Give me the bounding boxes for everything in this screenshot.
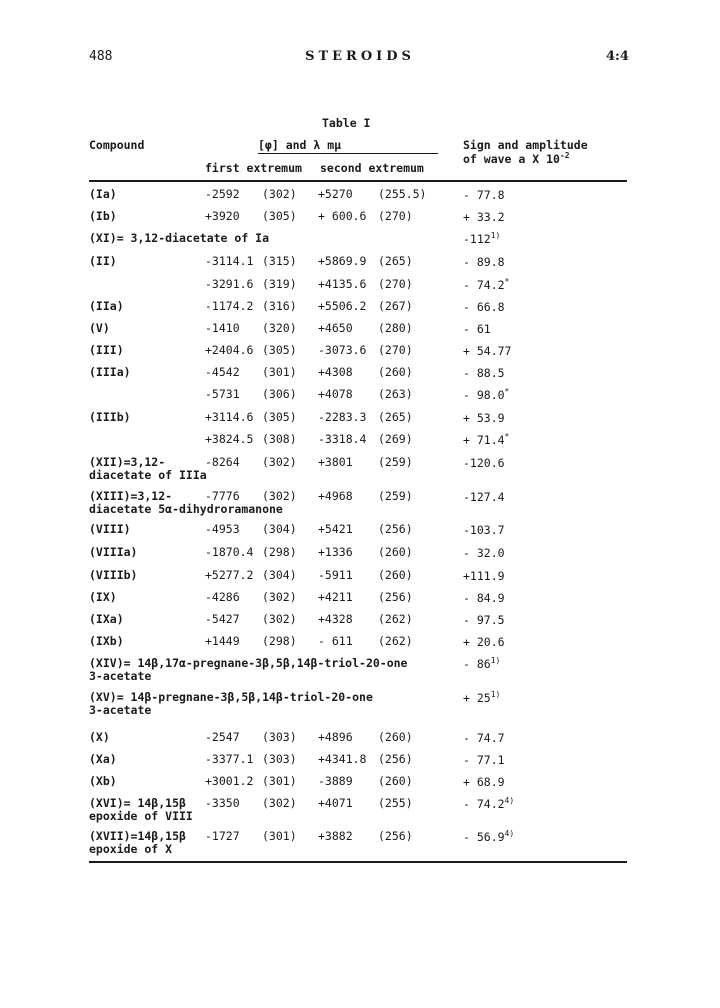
table-row xyxy=(0,774,720,796)
sign-amplitude-value: -120.6 xyxy=(463,456,505,470)
first-extremum-wavelength: (304) xyxy=(262,568,297,582)
sign-amplitude-cell xyxy=(463,209,505,224)
first-extremum-value: -8264 xyxy=(205,455,240,469)
compound-cell: (XIII)=3,12- xyxy=(89,489,173,503)
first-extremum-wavelength: (302) xyxy=(262,590,297,604)
table-row xyxy=(0,752,720,774)
sign-amplitude-value: + 25 xyxy=(463,691,491,705)
compound-cell: (XV)= 14β-pregnane-3β,5β,14β-triol-20-one xyxy=(89,690,373,704)
second-extremum-wavelength: (262) xyxy=(378,612,413,626)
compound-cell: (IXb) xyxy=(89,634,124,648)
first-extremum-value: -1174.2 xyxy=(205,299,254,313)
sign-amplitude-cell xyxy=(463,829,514,844)
sign-amplitude-value: + 20.6 xyxy=(463,635,505,649)
second-extremum-wavelength: (267) xyxy=(378,299,413,313)
bottom-rule xyxy=(89,861,627,863)
second-extremum-value: +4135.6 xyxy=(318,277,367,291)
sign-amplitude-value: + 71.4 xyxy=(463,433,505,447)
compound-cell: (X) xyxy=(89,730,110,744)
second-extremum-wavelength: (255.5) xyxy=(378,187,427,201)
sign-amplitude-value: - 89.8 xyxy=(463,255,505,269)
second-extremum-wavelength: (260) xyxy=(378,568,413,582)
compound-cell: (XVII)=14β,15β xyxy=(89,829,186,843)
footnote-marker: 4) xyxy=(504,829,515,838)
sign-amplitude-cell xyxy=(463,231,500,246)
sign-amplitude-value: - 56.9 xyxy=(463,830,505,844)
second-extremum-wavelength: (280) xyxy=(378,321,413,335)
first-extremum-wavelength: (305) xyxy=(262,209,297,223)
first-extremum-wavelength: (302) xyxy=(262,796,297,810)
sign-amplitude-value: -112 xyxy=(463,232,491,246)
compound-cell: (Xb) xyxy=(89,774,117,788)
sign-amplitude-value: +111.9 xyxy=(463,569,505,583)
second-extremum-value: +4078 xyxy=(318,387,353,401)
footnote-marker: 1) xyxy=(490,690,501,699)
second-extremum-value: +4328 xyxy=(318,612,353,626)
sign-amplitude-value: - 97.5 xyxy=(463,613,505,627)
sign-amplitude-value: + 33.2 xyxy=(463,210,505,224)
first-extremum-wavelength: (301) xyxy=(262,365,297,379)
second-extremum-value: +4896 xyxy=(318,730,353,744)
compound-cell: (Ia) xyxy=(89,187,117,201)
table-row xyxy=(0,634,720,656)
second-extremum-wavelength: (269) xyxy=(378,432,413,446)
first-extremum-value: +3001.2 xyxy=(205,774,254,788)
first-extremum-value: -1727 xyxy=(205,829,240,843)
sign-amplitude-value: + 68.9 xyxy=(463,775,505,789)
table-row xyxy=(0,321,720,343)
second-extremum-value: +5869.9 xyxy=(318,254,367,268)
sign-amplitude-cell xyxy=(463,432,509,447)
table-row xyxy=(0,365,720,387)
section-number: 4:4 xyxy=(606,49,629,64)
first-extremum-value: -4953 xyxy=(205,522,240,536)
first-extremum-value: -1870.4 xyxy=(205,545,254,559)
compound-cell: (IXa) xyxy=(89,612,124,626)
second-extremum-value: +4341.8 xyxy=(318,752,367,766)
compound-cell: (V) xyxy=(89,321,110,335)
table-row xyxy=(0,656,720,683)
second-extremum-value: + 600.6 xyxy=(318,209,367,223)
first-extremum-wavelength: (320) xyxy=(262,321,297,335)
table-title: Table I xyxy=(322,116,371,130)
second-extremum-value: +4650 xyxy=(318,321,353,335)
col-header-sign-line2: of wave a X $10^{-2}$ xyxy=(463,151,570,166)
second-extremum-value: +3882 xyxy=(318,829,353,843)
table-row xyxy=(0,231,720,253)
second-extremum-value: - 611 xyxy=(318,634,353,648)
second-extremum-wavelength: (256) xyxy=(378,522,413,536)
first-extremum-wavelength: (305) xyxy=(262,410,297,424)
first-extremum-value: +2404.6 xyxy=(205,343,254,357)
sign-amplitude-cell xyxy=(463,187,505,202)
first-extremum-wavelength: (302) xyxy=(262,455,297,469)
compound-cell-line2: 3-acetate xyxy=(89,669,152,683)
table-row xyxy=(0,299,720,321)
page-number: 488 xyxy=(89,49,113,64)
first-extremum-value: +3920 xyxy=(205,209,240,223)
second-extremum-wavelength: (270) xyxy=(378,277,413,291)
second-extremum-wavelength: (255) xyxy=(378,796,413,810)
footnote-marker: 1) xyxy=(490,231,501,240)
col-header-first: first extremum xyxy=(205,161,302,175)
second-extremum-value: -2283.3 xyxy=(318,410,367,424)
first-extremum-value: -3377.1 xyxy=(205,752,254,766)
compound-cell: (IX) xyxy=(89,590,117,604)
second-extremum-wavelength: (265) xyxy=(378,410,413,424)
second-extremum-wavelength: (270) xyxy=(378,209,413,223)
sign-amplitude-value: - 74.7 xyxy=(463,731,505,745)
second-extremum-wavelength: (256) xyxy=(378,829,413,843)
compound-cell: (Ib) xyxy=(89,209,117,223)
second-extremum-value: -3889 xyxy=(318,774,353,788)
first-extremum-wavelength: (308) xyxy=(262,432,297,446)
first-extremum-value: -5427 xyxy=(205,612,240,626)
footnote-marker: 1) xyxy=(490,656,501,665)
table-row xyxy=(0,187,720,209)
sign-amplitude-value: -127.4 xyxy=(463,490,505,504)
sign-amplitude-value: - 98.0 xyxy=(463,388,505,402)
first-extremum-value: +3824.5 xyxy=(205,432,254,446)
table-row xyxy=(0,730,720,752)
sign-amplitude-value: + 53.9 xyxy=(463,411,505,425)
sign-amplitude-value: - 86 xyxy=(463,657,491,671)
compound-cell: (IIa) xyxy=(89,299,124,313)
second-extremum-wavelength: (259) xyxy=(378,455,413,469)
second-extremum-value: +5270 xyxy=(318,187,353,201)
sign-amplitude-cell xyxy=(463,365,505,380)
first-extremum-wavelength: (304) xyxy=(262,522,297,536)
compound-cell: (XII)=3,12- xyxy=(89,455,166,469)
first-extremum-value: -3291.6 xyxy=(205,277,254,291)
compound-cell: (VIII) xyxy=(89,522,131,536)
compound-cell: (XIV)= 14β,17α-pregnane-3β,5β,14β-triol-20-one xyxy=(89,656,408,670)
running-title: STEROIDS xyxy=(305,49,415,64)
first-extremum-value: -5731 xyxy=(205,387,240,401)
first-extremum-wavelength: (305) xyxy=(262,343,297,357)
sign-amplitude-cell xyxy=(463,656,500,671)
first-extremum-wavelength: (315) xyxy=(262,254,297,268)
first-extremum-wavelength: (298) xyxy=(262,545,297,559)
sign-amplitude-cell xyxy=(463,254,505,269)
compound-cell-line2: diacetate 5α-dihydroramanone xyxy=(89,502,283,516)
table-row xyxy=(0,387,720,409)
compound-cell: (VIIIb) xyxy=(89,568,138,582)
second-extremum-value: -3318.4 xyxy=(318,432,367,446)
sign-amplitude-cell xyxy=(463,634,505,649)
col-header-sign: Sign and amplitude xyxy=(463,138,588,152)
col-header-phi: [φ] and λ mμ xyxy=(258,138,342,152)
first-extremum-value: +3114.6 xyxy=(205,410,254,424)
sign-amplitude-cell xyxy=(463,321,491,336)
first-extremum-value: -7776 xyxy=(205,489,240,503)
compound-cell-line2: epoxide of X xyxy=(89,842,173,856)
first-extremum-wavelength: (302) xyxy=(262,612,297,626)
table-row xyxy=(0,522,720,544)
first-extremum-wavelength: (303) xyxy=(262,730,297,744)
compound-cell: (II) xyxy=(89,254,117,268)
second-extremum-wavelength: (265) xyxy=(378,254,413,268)
sign-amplitude-cell xyxy=(463,796,514,811)
first-extremum-wavelength: (316) xyxy=(262,299,297,313)
second-extremum-value: +4308 xyxy=(318,365,353,379)
sign-amplitude-cell xyxy=(463,690,500,705)
first-extremum-wavelength: (319) xyxy=(262,277,297,291)
first-extremum-value: -1410 xyxy=(205,321,240,335)
first-extremum-value: +1449 xyxy=(205,634,240,648)
first-extremum-value: -2592 xyxy=(205,187,240,201)
second-extremum-wavelength: (260) xyxy=(378,365,413,379)
first-extremum-wavelength: (301) xyxy=(262,829,297,843)
sign-amplitude-cell xyxy=(463,545,505,560)
table-row xyxy=(0,612,720,634)
first-extremum-value: -4542 xyxy=(205,365,240,379)
header-rule xyxy=(89,180,627,182)
sign-amplitude-cell xyxy=(463,774,505,789)
sign-amplitude-cell xyxy=(463,410,505,425)
table-row xyxy=(0,209,720,231)
second-extremum-value: +3801 xyxy=(318,455,353,469)
compound-cell: (XVI)= 14β,15β xyxy=(89,796,186,810)
first-extremum-wavelength: (301) xyxy=(262,774,297,788)
sign-amplitude-value: - 88.5 xyxy=(463,366,505,380)
compound-cell: (VIIIa) xyxy=(89,545,138,559)
first-extremum-value: -2547 xyxy=(205,730,240,744)
compound-cell-line2: diacetate of IIIa xyxy=(89,468,207,482)
table-row xyxy=(0,829,720,856)
sign-amplitude-value: + 54.77 xyxy=(463,344,512,358)
sign-amplitude-cell xyxy=(463,387,509,402)
table-row xyxy=(0,568,720,590)
sign-amplitude-cell xyxy=(463,489,505,504)
compound-cell-line2: 3-acetate xyxy=(89,703,152,717)
sign-amplitude-cell xyxy=(463,612,505,627)
sign-amplitude-cell xyxy=(463,455,505,470)
first-extremum-value: -3350 xyxy=(205,796,240,810)
second-extremum-value: +4071 xyxy=(318,796,353,810)
compound-cell: (XI)= 3,12-diacetate of Ia xyxy=(89,231,270,245)
first-extremum-wavelength: (298) xyxy=(262,634,297,648)
footnote-marker: 4) xyxy=(504,796,515,805)
first-extremum-wavelength: (302) xyxy=(262,489,297,503)
sign-amplitude-value: - 74.2 xyxy=(463,797,505,811)
sign-amplitude-cell xyxy=(463,730,505,745)
second-extremum-wavelength: (260) xyxy=(378,774,413,788)
second-extremum-value: +4968 xyxy=(318,489,353,503)
phi-underline xyxy=(258,153,438,154)
sign-amplitude-value: - 84.9 xyxy=(463,591,505,605)
compound-cell: (IIIa) xyxy=(89,365,131,379)
sign-amplitude-cell xyxy=(463,752,505,767)
table-row xyxy=(0,796,720,823)
second-extremum-wavelength: (263) xyxy=(378,387,413,401)
first-extremum-value: -3114.1 xyxy=(205,254,254,268)
sign-amplitude-cell xyxy=(463,343,511,358)
sign-amplitude-value: - 74.2 xyxy=(463,278,505,292)
second-extremum-value: -5911 xyxy=(318,568,353,582)
sign-amplitude-value: - 77.8 xyxy=(463,188,505,202)
table-row xyxy=(0,455,720,482)
col-header-compound: Compound xyxy=(89,138,145,152)
sign-amplitude-value: -103.7 xyxy=(463,523,505,537)
compound-cell: (IIIb) xyxy=(89,410,131,424)
first-extremum-value: -4286 xyxy=(205,590,240,604)
first-extremum-wavelength: (303) xyxy=(262,752,297,766)
footnote-marker: * xyxy=(504,277,510,286)
second-extremum-wavelength: (262) xyxy=(378,634,413,648)
second-extremum-value: +5421 xyxy=(318,522,353,536)
table-row xyxy=(0,690,720,717)
table-row xyxy=(0,343,720,365)
second-extremum-wavelength: (260) xyxy=(378,545,413,559)
footnote-marker: * xyxy=(504,387,510,396)
table-row xyxy=(0,410,720,432)
second-extremum-wavelength: (270) xyxy=(378,343,413,357)
second-extremum-value: -3073.6 xyxy=(318,343,367,357)
second-extremum-wavelength: (260) xyxy=(378,730,413,744)
sign-amplitude-value: - 77.1 xyxy=(463,753,505,767)
sign-amplitude-value: - 61 xyxy=(463,322,491,336)
second-extremum-value: +1336 xyxy=(318,545,353,559)
sign-amplitude-cell xyxy=(463,277,509,292)
table-row xyxy=(0,590,720,612)
second-extremum-value: +5506.2 xyxy=(318,299,367,313)
table-row xyxy=(0,432,720,454)
col-header-second: second extremum xyxy=(320,161,424,175)
sign-amplitude-cell xyxy=(463,299,505,314)
sign-amplitude-value: - 32.0 xyxy=(463,546,505,560)
first-extremum-value: +5277.2 xyxy=(205,568,254,582)
table-row xyxy=(0,545,720,567)
second-extremum-wavelength: (259) xyxy=(378,489,413,503)
sign-amplitude-cell xyxy=(463,522,505,537)
first-extremum-wavelength: (302) xyxy=(262,187,297,201)
compound-cell: (Xa) xyxy=(89,752,117,766)
second-extremum-value: +4211 xyxy=(318,590,353,604)
compound-cell-line2: epoxide of VIII xyxy=(89,809,193,823)
second-extremum-wavelength: (256) xyxy=(378,590,413,604)
second-extremum-wavelength: (256) xyxy=(378,752,413,766)
sign-amplitude-cell xyxy=(463,568,505,583)
table-row xyxy=(0,277,720,299)
footnote-marker: * xyxy=(504,432,510,441)
table-row xyxy=(0,254,720,276)
table-row xyxy=(0,489,720,516)
sign-amplitude-value: - 66.8 xyxy=(463,300,505,314)
first-extremum-wavelength: (306) xyxy=(262,387,297,401)
compound-cell: (III) xyxy=(89,343,124,357)
sign-amplitude-cell xyxy=(463,590,505,605)
